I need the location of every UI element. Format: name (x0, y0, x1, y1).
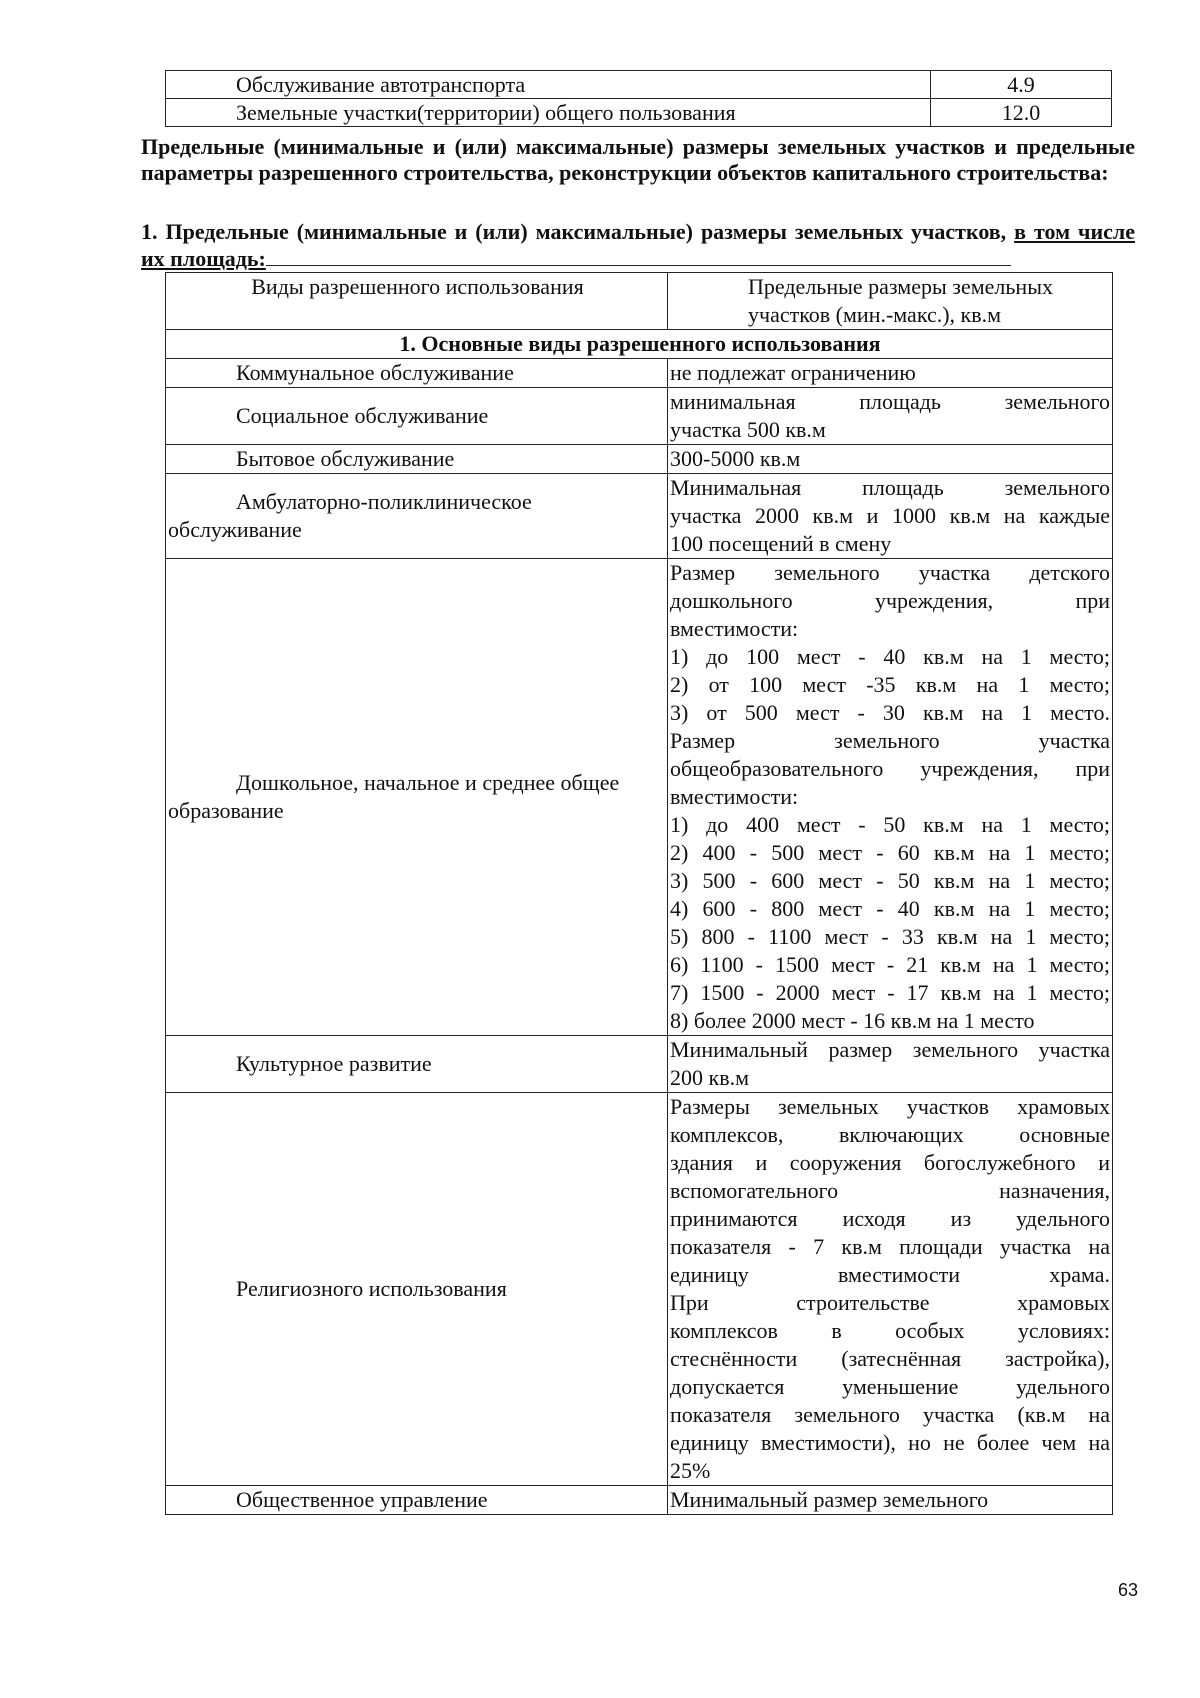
use-code-cell: 4.9 (931, 71, 1112, 99)
table-body (166, 359, 1113, 1515)
size-limit-line: стеснённости (затеснённая застройка), (670, 1346, 1110, 1371)
size-limit-line: минимальная площадь земельного (670, 389, 1110, 414)
size-limit-cell (668, 445, 1113, 474)
size-limit-line: Размер земельного участка (670, 728, 1110, 753)
column-header-limits-line: участков (мин.-макс.), кв.м (748, 302, 1002, 327)
size-limit-line: 100 посещений в смену (670, 531, 892, 556)
size-limit-line: единицу вместимости храма. (670, 1262, 1110, 1287)
size-limit-line: 7) 1500 - 2000 мест - 17 кв.м на 1 место; (670, 980, 1110, 1005)
size-limit-line: здания и сооружения богослужебного и (670, 1150, 1110, 1175)
size-limit-line: общеобразовательного учреждения, при (670, 756, 1110, 781)
table-row (166, 474, 1113, 559)
table-row (166, 99, 1112, 127)
size-limit-line: 2) 400 - 500 мест - 60 кв.м на 1 место; (670, 840, 1110, 865)
size-limit-line: Минимальный размер земельного (670, 1487, 989, 1512)
table-row (166, 559, 1113, 1036)
column-header-limits-line: Предельные размеры земельных (748, 274, 1053, 299)
subsection-heading-text: 1. Предельные (минимальные и (или) максимальные) размеры земельных участков, (141, 219, 1007, 244)
size-limit-cell (668, 359, 1113, 388)
size-limit-line: 300-5000 кв.м (670, 446, 801, 471)
table-header-row (166, 273, 1113, 330)
size-limit-line: единицу вместимости), но не более чем на (670, 1430, 1110, 1455)
size-limit-line: принимаются исходя из удельного (670, 1206, 1110, 1231)
size-limit-line: 4) 600 - 800 мест - 40 кв.м на 1 место; (670, 896, 1110, 921)
size-limit-line: 200 кв.м (670, 1065, 749, 1090)
section-heading: Предельные (минимальные и (или) максимальные) размеры земельных участков и предельные параметры разрешенного строительства, реконструкции объектов капитального строительства: (141, 134, 1135, 185)
size-limit-line: комплексов, включающих основные (670, 1122, 1110, 1147)
use-name-cell: Общественное управление (166, 1486, 668, 1515)
table-row (166, 359, 1113, 388)
use-name-cell: Коммунальное обслуживание (166, 359, 668, 388)
size-limit-line: показателя земельного участка (кв.м на (670, 1402, 1110, 1427)
section-row (166, 330, 1113, 359)
use-name-cell: Амбулаторно-поликлиническое обслуживание (166, 474, 668, 559)
size-limit-line: 1) до 400 мест - 50 кв.м на 1 место; (670, 812, 1110, 837)
column-header-uses: Виды разрешенного использования (166, 273, 668, 330)
size-limit-line: 1) до 100 мест - 40 кв.м на 1 место; (670, 644, 1110, 669)
size-limit-line: 3) от 500 мест - 30 кв.м на 1 место. (670, 700, 1110, 725)
land-plot-size-table (165, 272, 1113, 1515)
use-name-cell: Религиозного использования (166, 1093, 668, 1486)
size-limit-line: Размер земельного участка детского (670, 560, 1110, 585)
table-row (166, 1093, 1113, 1486)
size-limit-line: показателя - 7 кв.м площади участка на (670, 1234, 1110, 1259)
size-limit-line: Минимальная площадь земельного (670, 475, 1110, 500)
use-name-cell: Культурное развитие (166, 1036, 668, 1093)
use-name-cell: Социальное обслуживание (166, 388, 668, 445)
size-limit-cell (668, 1486, 1113, 1515)
size-limit-cell (668, 388, 1113, 445)
subsection-heading (141, 219, 1135, 272)
size-limit-line: 25% (670, 1458, 711, 1483)
size-limit-cell (668, 474, 1113, 559)
column-header-limits (668, 273, 1113, 330)
size-limit-line: допускается уменьшение удельного (670, 1374, 1110, 1399)
size-limit-line: При строительстве храмовых (670, 1290, 1110, 1315)
size-limit-line: 8) более 2000 мест - 16 кв.м на 1 место (670, 1008, 1035, 1033)
size-limit-cell (668, 1036, 1113, 1093)
use-name-cell: Дошкольное, начальное и среднее общее образование (166, 559, 668, 1036)
size-limit-line: участка 500 кв.м (670, 417, 826, 442)
size-limit-line: Минимальный размер земельного участка (670, 1037, 1110, 1062)
table-row (166, 71, 1112, 99)
use-name-cell: Земельные участки(территории) общего пользования (166, 99, 931, 127)
table-row (166, 1486, 1113, 1515)
size-limit-line: 2) от 100 мест -35 кв.м на 1 место; (670, 672, 1110, 697)
table-row (166, 1036, 1113, 1093)
subsection-heading-underlined: в том числе их площадь: (141, 219, 1136, 271)
size-limit-line: участка 2000 кв.м и 1000 кв.м на каждые (670, 503, 1110, 528)
size-limit-line: дошкольного учреждения, при (670, 588, 1110, 613)
underline-rule (266, 245, 1011, 266)
section-title: 1. Основные виды разрешенного использования (166, 330, 1113, 359)
size-limit-line: комплексов в особых условиях: (670, 1318, 1110, 1343)
size-limit-line: 5) 800 - 1100 мест - 33 кв.м на 1 место; (670, 924, 1110, 949)
table-row (166, 388, 1113, 445)
table-row (166, 445, 1113, 474)
size-limit-cell (668, 1093, 1113, 1486)
use-code-cell: 12.0 (931, 99, 1112, 127)
use-name-cell: Бытовое обслуживание (166, 445, 668, 474)
size-limit-line: Размеры земельных участков храмовых (670, 1094, 1110, 1119)
size-limit-cell (668, 559, 1113, 1036)
size-limit-line: 3) 500 - 600 мест - 50 кв.м на 1 место; (670, 868, 1110, 893)
page-number: 63 (1118, 1580, 1139, 1600)
size-limit-line: вместимости: (670, 616, 799, 641)
size-limit-line: вместимости: (670, 784, 799, 809)
size-limit-line: 6) 1100 - 1500 мест - 21 кв.м на 1 место; (670, 952, 1110, 977)
size-limit-line: не подлежат ограничению (670, 360, 916, 385)
size-limit-line: вспомогательного назначения, (670, 1178, 1110, 1203)
top-table (165, 70, 1112, 127)
use-name-cell: Обслуживание автотранспорта (166, 71, 931, 99)
